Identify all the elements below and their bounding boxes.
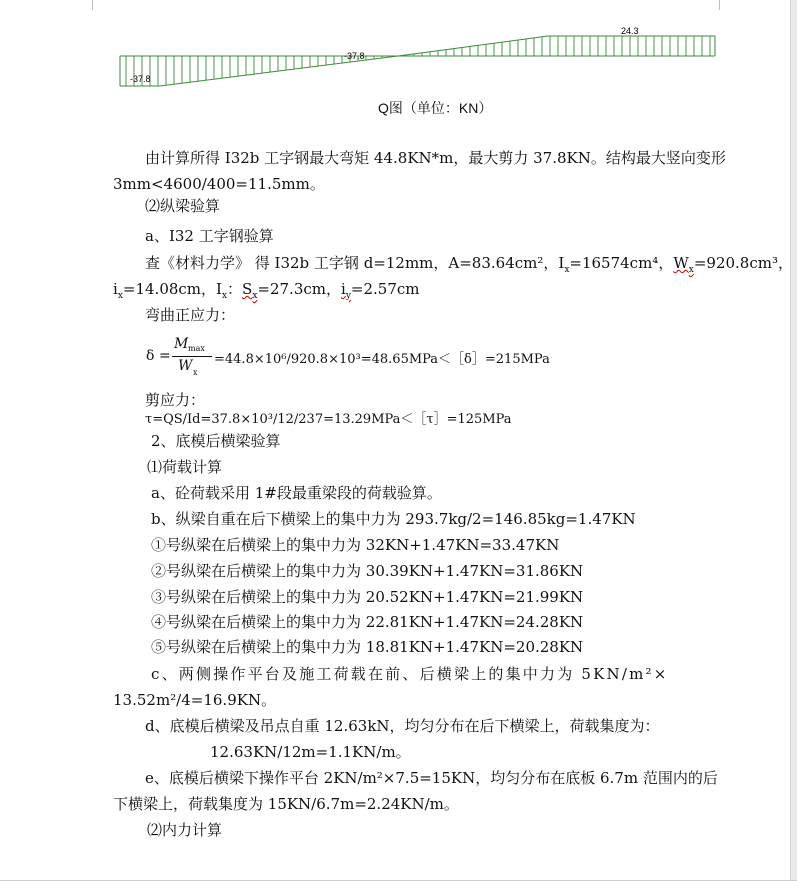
shear-stress-heading: 剪应力： [145, 391, 206, 409]
lookup-sub-x2: x [688, 265, 694, 275]
lookup-line [145, 253, 793, 280]
heading-longitudinal-beam: ⑵纵梁验算 [145, 197, 221, 215]
label-left-value: -37.8 [130, 74, 151, 84]
page-corner-mark-right [719, 0, 720, 10]
load-item-d-line1: d、底模后横梁及吊点自重 12.63kN，均匀分布在后下横梁上，荷载集度为： [145, 717, 660, 735]
shear-force-diagram [118, 18, 718, 98]
prop-i2: i [341, 280, 346, 298]
lookup-sub-x: x [564, 265, 570, 275]
label-middle-value: -37.8 [344, 51, 365, 61]
prop-b: ： [227, 280, 243, 298]
formula-denominator-sub: x [193, 368, 198, 377]
load-item-e-line1: e、底模后横梁下操作平台 2KN/m²×7.5=15KN，均匀分布在底板 6.7m 范围内的后 [145, 769, 718, 787]
prop-sub-x: x [117, 291, 123, 301]
prop-sub-x2: x [221, 291, 228, 301]
load-item-b: b、纵梁自重在后下横梁上的集中力为 293.7kg/2=146.85kg=1.47KN [151, 510, 636, 528]
heading-load-calculation: ⑴荷载计算 [147, 458, 223, 476]
diagram-caption: Q图（单位：KN） [378, 100, 493, 116]
label-right-value: 24.3 [621, 26, 639, 36]
prop-a: =14.08cm，I [122, 280, 222, 298]
shear-stress-formula: τ=QS/Id=37.8×10³/12/237=13.29MPa＜［τ］=125MPa [145, 412, 512, 427]
beam-load-4: ④号纵梁在后横梁上的集中力为 22.81KN+1.47KN=24.28KN [151, 613, 584, 631]
paragraph-result-line2: 3mm<4600/400=11.5mm。 [113, 175, 325, 193]
formula-numerator-M: M [174, 336, 189, 352]
formula-denominator-W: W [178, 358, 193, 374]
diagram-hatching [126, 36, 710, 86]
heading-internal-force: ⑵内力计算 [147, 821, 223, 839]
prop-i: i [113, 280, 118, 298]
item-i32-check: a、I32 工字钢验算 [145, 227, 274, 245]
load-item-c-line1: c、两侧操作平台及施工荷载在前、后横梁上的集中力为 5KN/m²× [151, 665, 669, 683]
heading-rear-beam-check: 2、底模后横梁验算 [151, 432, 281, 450]
beam-load-3: ③号纵梁在后横梁上的集中力为 20.52KN+1.47KN=21.99KN [151, 588, 584, 606]
formula-numerator-sub: max [188, 344, 205, 353]
beam-load-2: ②号纵梁在后横梁上的集中力为 30.39KN+1.47KN=31.86KN [151, 562, 584, 580]
page-corner-mark-left [92, 0, 93, 10]
window-scrollbar-edge[interactable] [790, 0, 797, 881]
formula-equals: = [159, 348, 171, 364]
lookup-mid: =16574cm⁴， [569, 254, 674, 272]
prop-sub-y: y [345, 291, 351, 301]
prop-c: =27.3cm， [257, 280, 341, 298]
formula-fraction-bar [172, 356, 212, 357]
prop-S: S [242, 280, 253, 298]
load-item-c-line2: 13.52m²/4=16.9KN。 [113, 691, 277, 709]
prop-sub-x3: x [252, 291, 258, 301]
prop-d: =2.57cm [350, 280, 420, 298]
section-properties-line [113, 279, 420, 306]
formula-delta: δ [146, 348, 155, 364]
load-item-a: a、砼荷载采用 1#段最重梁段的荷载验算。 [151, 484, 442, 502]
load-item-e-line2: 下横梁上，荷载集度为 15KN/6.7m=2.24KN/m。 [113, 795, 459, 813]
paragraph-result-line1: 由计算所得 I32b 工字钢最大弯矩 44.8KN*m，最大剪力 37.8KN。结构最大竖向变形 [145, 149, 726, 167]
lookup-end: =920.8cm³， [693, 254, 793, 272]
load-item-d-line2: 12.63KN/12m=1.1KN/m。 [210, 743, 411, 761]
lookup-prefix: 查《材料力学》 得 I32b 工字钢 d=12mm，A=83.64cm²，I [145, 254, 565, 272]
bending-stress-formula [146, 336, 706, 380]
beam-load-5: ⑤号纵梁在后横梁上的集中力为 18.81KN+1.47KN=20.28KN [151, 638, 584, 656]
beam-load-1: ①号纵梁在后横梁上的集中力为 32KN+1.47KN=33.47KN [151, 536, 560, 554]
bending-stress-heading: 弯曲正应力： [145, 306, 236, 324]
formula-result: =44.8×10⁶/920.8×10³=48.65MPa＜［δ］=215MPa [214, 352, 550, 367]
lookup-W: W [673, 254, 689, 272]
